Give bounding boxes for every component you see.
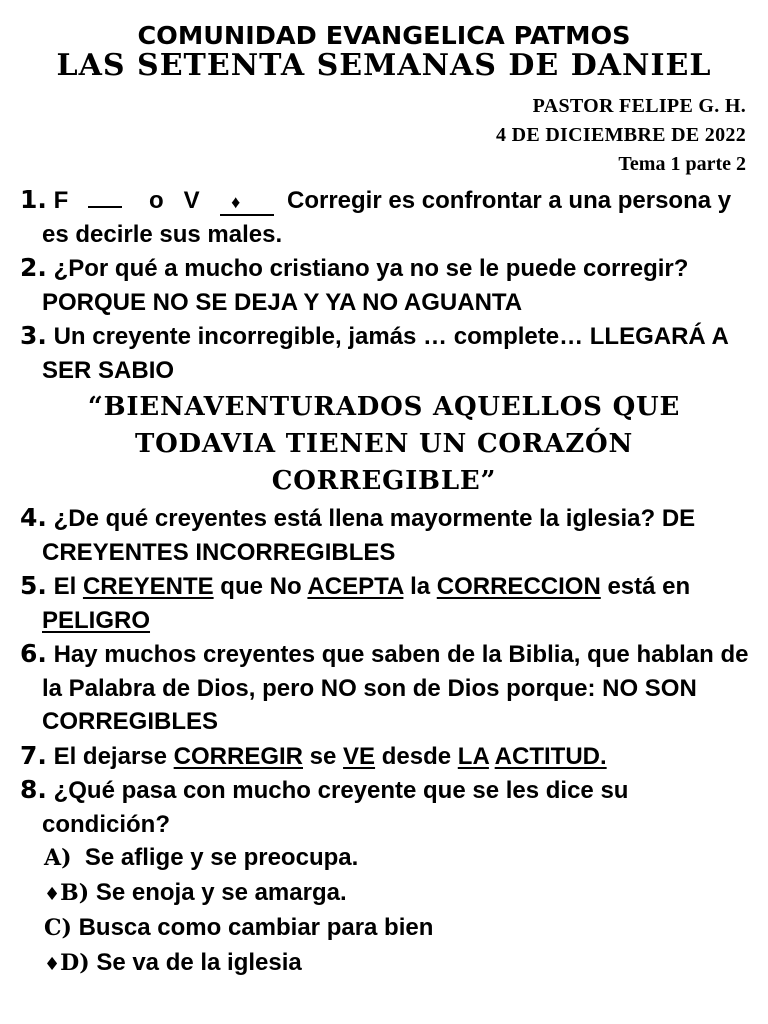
answer-word: LA (457, 742, 489, 770)
question-text: Hay muchos creyentes que saben de la Biblia, que hablan de la Palabra de Dios, pero NO son de Dios porque: NO SON CORREGIBLES (42, 641, 749, 735)
question-text: se (309, 742, 337, 770)
option-a (20, 841, 755, 876)
question-number: 3. (20, 321, 47, 350)
question-4 (20, 501, 755, 569)
question-number: 6. (20, 639, 47, 668)
false-answer-blank (88, 206, 122, 208)
question-number: 8. (20, 775, 47, 804)
option-text: Se va de la iglesia (96, 949, 302, 976)
option-letter: A) (44, 845, 72, 871)
beatitude-quote (0, 389, 768, 500)
option-letter: C) (44, 915, 72, 941)
answer-word: CORRECCION (436, 573, 601, 600)
selected-diamond-icon: ♦ (44, 954, 61, 975)
question-number: 1. (20, 185, 47, 214)
quote-line: CORREGIBLE” (271, 466, 497, 496)
question-text: ¿Por qué a mucho cristiano ya no se le puede corregir? PORQUE NO SE DEJA Y YA NO AGUANTA (42, 255, 689, 316)
question-text: ¿Qué pasa con mucho creyente que se les dice su condición? (42, 777, 629, 838)
false-label: F (53, 187, 69, 214)
option-b (20, 876, 755, 911)
answer-word: CREYENTE (82, 573, 214, 600)
question-text: está en (607, 573, 691, 600)
topic-label: Tema 1 parte 2 (618, 153, 746, 175)
question-7 (20, 739, 755, 774)
question-text: ¿De qué creyentes está llena mayormente la iglesia? DE CREYENTES INCORREGIBLES (42, 505, 696, 566)
question-text: El (53, 573, 77, 600)
question-number: 4. (20, 503, 47, 532)
question-text: El dejarse (53, 742, 167, 770)
option-text: Se aflige y se preocupa. (84, 844, 359, 871)
option-text: Se enoja y se amarga. (95, 879, 347, 906)
document-meta (496, 92, 746, 178)
question-text: desde (381, 742, 452, 770)
question-list (20, 183, 755, 981)
quote-line: “BIENAVENTURADOS AQUELLOS QUE (87, 392, 681, 422)
selected-diamond-icon: ♦ (44, 884, 61, 905)
document-header (0, 22, 768, 82)
answer-word: CORREGIR (173, 742, 303, 770)
option-text: Busca como cambiar para bien (78, 914, 434, 941)
answer-word: ACEPTA (307, 573, 404, 600)
answer-word: PELIGRO (42, 606, 151, 634)
question-number: 7. (20, 740, 47, 770)
option-d (20, 946, 755, 981)
quote-line: TODAVIA TIENEN UN CORAZÓN (134, 429, 634, 459)
document-title: LAS SETENTA SEMANAS DE DANIEL (56, 48, 712, 83)
true-label: V (183, 187, 200, 214)
answer-word: VE (343, 742, 376, 770)
question-3 (20, 319, 755, 387)
question-5 (20, 569, 755, 637)
question-number: 2. (20, 253, 47, 282)
document-date: 4 DE DICIEMBRE DE 2022 (496, 124, 746, 146)
question-text: Un creyente incorregible, jamás … complete… LLEGARÁ A SER SABIO (42, 323, 728, 384)
question-8 (20, 773, 755, 841)
question-2 (20, 251, 755, 319)
option-c (20, 911, 755, 946)
question-text: Corregir es confrontar a una persona y es decirle sus males. (42, 187, 732, 248)
pastor-name: PASTOR FELIPE G. H. (532, 95, 746, 117)
or-label: o (148, 187, 164, 214)
true-answer-blank: ♦ (220, 190, 274, 216)
organization-name: COMUNIDAD EVANGELICA PATMOS (137, 21, 631, 50)
question-6 (20, 637, 755, 739)
question-1 (20, 183, 755, 251)
question-text: la (410, 573, 431, 600)
question-text: que No (220, 573, 302, 600)
question-number: 5. (20, 571, 47, 600)
option-letter: B) (60, 880, 90, 906)
answer-word: ACTITUD. (494, 742, 607, 770)
option-letter: D) (60, 950, 90, 976)
